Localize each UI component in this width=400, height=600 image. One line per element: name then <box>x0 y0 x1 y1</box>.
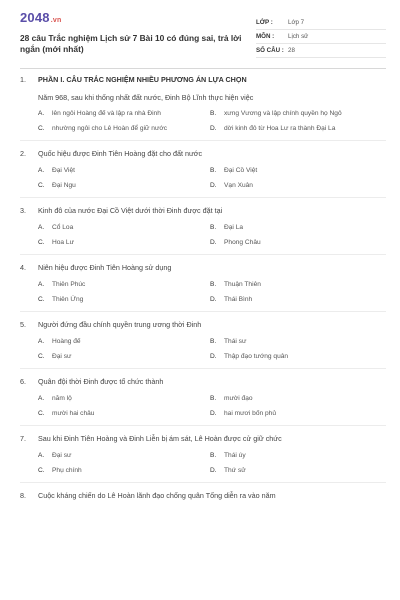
option-letter: B. <box>210 452 217 459</box>
question-divider <box>20 482 386 483</box>
answer-option[interactable] <box>38 338 210 345</box>
answer-option[interactable] <box>38 167 210 174</box>
answer-option[interactable] <box>38 281 210 288</box>
answer-option[interactable] <box>38 395 210 402</box>
answer-option[interactable] <box>38 452 210 459</box>
question-item <box>20 491 386 501</box>
answer-option[interactable] <box>210 410 382 417</box>
option-text: Đại Ngu <box>52 182 76 189</box>
answer-option[interactable] <box>38 110 210 117</box>
question-text: Năm 968, sau khi thống nhất đất nước, Đinh Bộ Lĩnh thực hiện việc <box>38 93 254 102</box>
option-letter: B. <box>210 224 217 231</box>
question-head <box>20 75 386 85</box>
answer-option[interactable] <box>210 167 382 174</box>
option-letter: A. <box>38 395 45 402</box>
answer-options <box>38 444 386 474</box>
question-number: 6. <box>20 377 26 386</box>
option-text: Thái sư <box>224 338 247 345</box>
option-letter: C. <box>38 239 45 246</box>
question-divider <box>20 140 386 141</box>
question-text: Người đứng đầu chính quyền trung ương thời Đinh <box>38 320 202 329</box>
meta-key: MÔN : <box>256 33 275 40</box>
option-text: xưng Vương và lập chính quyền họ Ngô <box>224 110 342 117</box>
option-letter: D. <box>210 239 217 246</box>
answer-options <box>38 216 386 246</box>
option-letter: A. <box>38 281 45 288</box>
answer-option[interactable] <box>38 410 210 417</box>
answer-option[interactable] <box>210 353 382 360</box>
option-text: Thập đạo tướng quân <box>224 353 289 360</box>
option-text: Đại Cồ Việt <box>224 167 258 174</box>
option-letter: B. <box>210 281 217 288</box>
option-letter: A. <box>38 110 45 117</box>
answer-options <box>38 102 386 132</box>
option-letter: C. <box>38 410 45 417</box>
question-text: Cuộc kháng chiến do Lê Hoàn lãnh đạo chống quân Tống diễn ra vào năm <box>38 491 276 500</box>
question-text: Niên hiệu được Đinh Tiên Hoàng sử dụng <box>38 263 172 272</box>
answer-option[interactable] <box>38 296 210 303</box>
question-item <box>20 149 386 189</box>
answer-option[interactable] <box>38 224 210 231</box>
option-text: Phong Châu <box>224 239 261 246</box>
header-left <box>20 10 250 55</box>
meta-row <box>256 44 386 58</box>
option-letter: A. <box>38 338 45 345</box>
option-text: Thái Bình <box>224 296 253 303</box>
option-letter: C. <box>38 182 45 189</box>
option-letter: B. <box>210 110 217 117</box>
question-text: Quân đội thời Đinh được tổ chức thành <box>38 377 164 386</box>
section-title: PHẦN I. CÂU TRẮC NGHIỆM NHIỀU PHƯƠNG ÁN LỰA CHỌN <box>38 75 247 84</box>
question-number: 3. <box>20 206 26 215</box>
answer-option[interactable] <box>210 224 382 231</box>
option-letter: D. <box>210 125 217 132</box>
answer-option[interactable] <box>210 467 382 474</box>
answer-option[interactable] <box>38 182 210 189</box>
answer-option[interactable] <box>38 353 210 360</box>
question-number: 7. <box>20 434 26 443</box>
question-list <box>20 75 386 501</box>
option-text: Đại Việt <box>52 167 75 174</box>
answer-option[interactable] <box>210 182 382 189</box>
question-text: Kinh đô của nước Đại Cồ Việt dưới thời Đinh được đặt tại <box>38 206 223 215</box>
option-letter: A. <box>38 167 45 174</box>
meta-value: Lớp 7 <box>288 19 305 26</box>
meta-key: SỐ CÂU : <box>256 47 284 54</box>
option-letter: A. <box>38 452 45 459</box>
question-head <box>20 320 386 330</box>
option-text: Cổ Loa <box>52 224 74 231</box>
option-text: Phụ chính <box>52 467 82 474</box>
question-head <box>20 149 386 159</box>
option-text: nhường ngôi cho Lê Hoàn để giữ nước <box>52 125 168 132</box>
question-divider <box>20 254 386 255</box>
option-letter: D. <box>210 467 217 474</box>
site-logo[interactable] <box>20 10 250 25</box>
option-text: năm lộ <box>52 395 72 402</box>
answer-option[interactable] <box>210 239 382 246</box>
question-item <box>20 206 386 246</box>
answer-options <box>38 330 386 360</box>
question-number: 8. <box>20 491 26 500</box>
question-text: Quốc hiệu được Đinh Tiên Hoàng đặt cho đất nước <box>38 149 203 158</box>
option-text: Thứ sử <box>224 467 246 474</box>
document-meta <box>256 16 386 58</box>
question-item <box>20 320 386 360</box>
meta-value: 28 <box>288 47 295 54</box>
meta-key: LỚP : <box>256 19 273 26</box>
option-letter: B. <box>210 395 217 402</box>
question-text: Sau khi Đinh Tiên Hoàng và Đinh Liễn bị ám sát, Lê Hoàn được cử giữ chức <box>38 434 282 443</box>
option-text: Hoa Lư <box>52 239 75 246</box>
answer-option[interactable] <box>210 296 382 303</box>
option-letter: D. <box>210 182 217 189</box>
answer-option[interactable] <box>210 125 382 132</box>
answer-option[interactable] <box>38 467 210 474</box>
question-divider <box>20 311 386 312</box>
answer-option[interactable] <box>38 125 210 132</box>
option-letter: B. <box>210 338 217 345</box>
option-letter: A. <box>38 224 45 231</box>
option-text: Đại sư <box>52 452 72 459</box>
option-text: Đại La <box>224 224 244 231</box>
logo-main: 2048 <box>20 10 50 25</box>
answer-options <box>38 387 386 417</box>
question-number: 4. <box>20 263 26 272</box>
question-head <box>20 206 386 216</box>
option-text: Thiên Phúc <box>52 281 86 288</box>
option-text: Vạn Xuân <box>224 182 253 189</box>
option-letter: C. <box>38 467 45 474</box>
question-divider <box>20 197 386 198</box>
question-head <box>20 434 386 444</box>
option-text: Thiên Ứng <box>52 296 84 303</box>
question-head <box>20 263 386 273</box>
meta-row <box>256 30 386 44</box>
document-title: 28 câu Trắc nghiệm Lịch sử 7 Bài 10 có đúng sai, trả lời ngắn (mới nhất) <box>20 33 242 54</box>
option-letter: D. <box>210 296 217 303</box>
document-header <box>20 10 386 58</box>
option-text: dời kinh đô từ Hoa Lư ra thành Đại La <box>224 125 336 132</box>
option-letter: C. <box>38 296 45 303</box>
option-text: Hoàng đế <box>52 338 81 345</box>
answer-option[interactable] <box>210 110 382 117</box>
meta-row <box>256 16 386 30</box>
answer-options <box>38 159 386 189</box>
question-item <box>20 377 386 417</box>
option-text: lên ngôi Hoàng đế và lập ra nhà Đinh <box>52 110 161 117</box>
option-text: Thái úy <box>224 452 246 459</box>
answer-option[interactable] <box>210 395 382 402</box>
option-text: mười hai châu <box>52 410 95 417</box>
answer-options <box>38 273 386 303</box>
option-text: Thuận Thiên <box>224 281 261 288</box>
option-text: Đại sư <box>52 353 72 360</box>
answer-option[interactable] <box>210 338 382 345</box>
logo-suffix: .vn <box>50 17 62 24</box>
option-letter: C. <box>38 353 45 360</box>
question-divider <box>20 425 386 426</box>
meta-value: Lịch sử <box>288 33 309 40</box>
question-item <box>20 434 386 474</box>
question-head <box>20 491 386 501</box>
option-letter: D. <box>210 353 217 360</box>
option-text: mười đạo <box>224 395 253 402</box>
question-number: 2. <box>20 149 26 158</box>
question-number: 5. <box>20 320 26 329</box>
option-letter: C. <box>38 125 45 132</box>
question-head <box>20 377 386 387</box>
answer-option[interactable] <box>210 281 382 288</box>
question-item <box>20 75 386 132</box>
option-letter: B. <box>210 167 217 174</box>
header-divider <box>20 68 386 69</box>
option-text: hai mươi bốn phủ <box>224 410 276 417</box>
option-letter: D. <box>210 410 217 417</box>
question-item <box>20 263 386 303</box>
answer-option[interactable] <box>210 452 382 459</box>
question-divider <box>20 368 386 369</box>
answer-option[interactable] <box>38 239 210 246</box>
question-number: 1. <box>20 75 26 84</box>
